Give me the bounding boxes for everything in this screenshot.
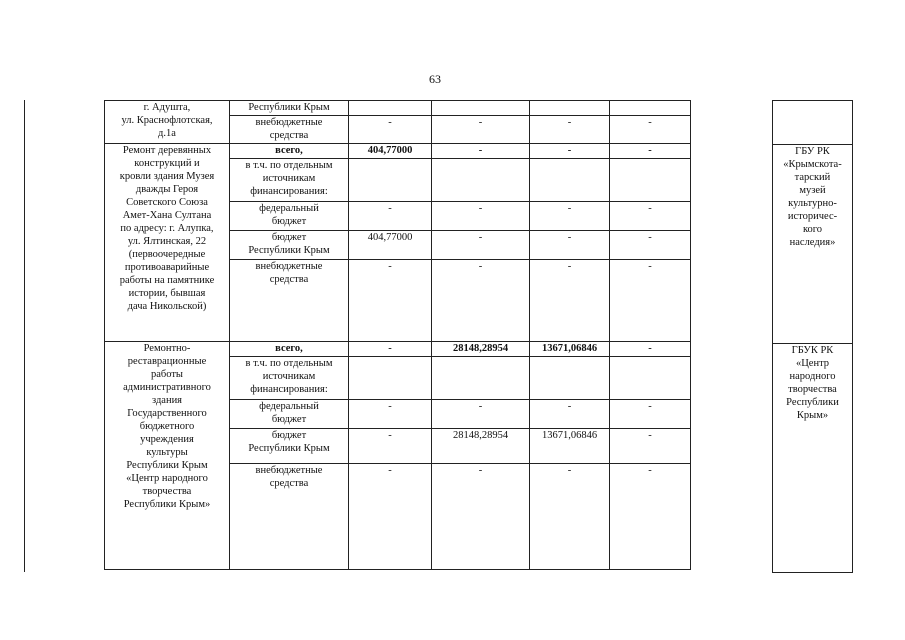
value-cell: - xyxy=(432,202,530,231)
spacer-cell xyxy=(691,101,770,116)
left-margin-rule xyxy=(24,100,25,572)
value-cell xyxy=(349,101,432,116)
value-cell xyxy=(432,159,530,202)
executor-cell: ГБУК РК «Центр народного творчества Республики Крым» xyxy=(773,344,853,573)
value-cell xyxy=(432,357,530,400)
value-cell: - xyxy=(349,116,432,144)
value-cell: - xyxy=(349,342,432,357)
source-cell: внебюджетные средства xyxy=(230,116,349,144)
value-cell: 13671,06846 xyxy=(530,342,610,357)
spacer-cell xyxy=(691,400,770,429)
spacer-cell xyxy=(691,116,770,144)
value-cell: - xyxy=(610,342,691,357)
value-cell xyxy=(349,357,432,400)
spacer-cell xyxy=(691,159,770,202)
spacer-cell xyxy=(691,260,770,342)
value-cell: - xyxy=(610,231,691,260)
value-cell: - xyxy=(432,464,530,570)
source-cell: внебюджетные средства xyxy=(230,260,349,342)
page-number: 63 xyxy=(429,72,441,86)
table-row xyxy=(105,342,770,357)
value-cell: 404,77000 xyxy=(349,231,432,260)
value-cell: - xyxy=(349,260,432,342)
value-cell: - xyxy=(530,464,610,570)
spacer-cell xyxy=(691,429,770,464)
spacer-cell xyxy=(691,464,770,570)
source-cell: федеральный бюджет xyxy=(230,400,349,429)
value-cell: - xyxy=(349,400,432,429)
object-cell: Ремонт деревянных конструкций и кровли здания Музея дважды Героя Советского Союза Амет-Хана Султана по адресу: г. Алупка, ул. Ялтинская, 22 (первоочередные противоаварийные работы на памятнике истории, бывшая дача Никольской) xyxy=(105,144,230,342)
table-row xyxy=(773,101,853,145)
value-cell xyxy=(530,159,610,202)
value-cell xyxy=(349,159,432,202)
value-cell: - xyxy=(530,202,610,231)
value-cell: - xyxy=(610,144,691,159)
value-cell: - xyxy=(530,260,610,342)
object-cell: Ремонтно- реставрационные работы административного здания Государственного бюджетного учреждения культуры Республики Крым «Центр народного творчества Республики Крым» xyxy=(105,342,230,570)
value-cell: 13671,06846 xyxy=(530,429,610,464)
spacer-cell xyxy=(691,202,770,231)
value-cell: - xyxy=(432,116,530,144)
value-cell xyxy=(610,357,691,400)
value-cell: - xyxy=(530,231,610,260)
value-cell: 28148,28954 xyxy=(432,342,530,357)
value-cell xyxy=(610,159,691,202)
value-cell: - xyxy=(530,116,610,144)
value-cell: - xyxy=(610,429,691,464)
value-cell: - xyxy=(610,260,691,342)
value-cell: - xyxy=(349,429,432,464)
financing-table xyxy=(104,100,770,570)
source-cell: внебюджетные средства xyxy=(230,464,349,570)
source-cell: в т.ч. по отдельным источникам финансирования: xyxy=(230,357,349,400)
table-row xyxy=(105,144,770,159)
value-cell: - xyxy=(610,202,691,231)
source-cell: бюджет Республики Крым xyxy=(230,231,349,260)
value-cell: - xyxy=(610,464,691,570)
executor-cell: ГБУ РК «Крымскота- тарский музей культурно- историчес- кого наследия» xyxy=(773,145,853,344)
value-cell: - xyxy=(432,400,530,429)
table-row xyxy=(773,344,853,573)
value-cell: - xyxy=(530,400,610,429)
spacer-cell xyxy=(691,144,770,159)
executor-cell xyxy=(773,101,853,145)
value-cell xyxy=(530,101,610,116)
spacer-cell xyxy=(691,357,770,400)
table-row xyxy=(105,101,770,116)
value-cell: - xyxy=(610,400,691,429)
source-cell: бюджет Республики Крым xyxy=(230,429,349,464)
source-cell: в т.ч. по отдельным источникам финансирования: xyxy=(230,159,349,202)
spacer-cell xyxy=(691,231,770,260)
value-cell xyxy=(530,357,610,400)
value-cell xyxy=(432,101,530,116)
table-row xyxy=(773,145,853,344)
value-cell: - xyxy=(530,144,610,159)
source-cell: федеральный бюджет xyxy=(230,202,349,231)
value-cell: 404,77000 xyxy=(349,144,432,159)
object-cell: г. Адушта, ул. Краснофлотская, д.1а xyxy=(105,101,230,144)
source-cell: всего, xyxy=(230,342,349,357)
source-cell: всего, xyxy=(230,144,349,159)
value-cell: - xyxy=(349,202,432,231)
source-cell: Республики Крым xyxy=(230,101,349,116)
value-cell: - xyxy=(610,116,691,144)
value-cell xyxy=(610,101,691,116)
value-cell: - xyxy=(432,144,530,159)
executor-table xyxy=(772,100,853,573)
spacer-cell xyxy=(691,342,770,357)
value-cell: - xyxy=(349,464,432,570)
value-cell: - xyxy=(432,231,530,260)
value-cell: 28148,28954 xyxy=(432,429,530,464)
value-cell: - xyxy=(432,260,530,342)
